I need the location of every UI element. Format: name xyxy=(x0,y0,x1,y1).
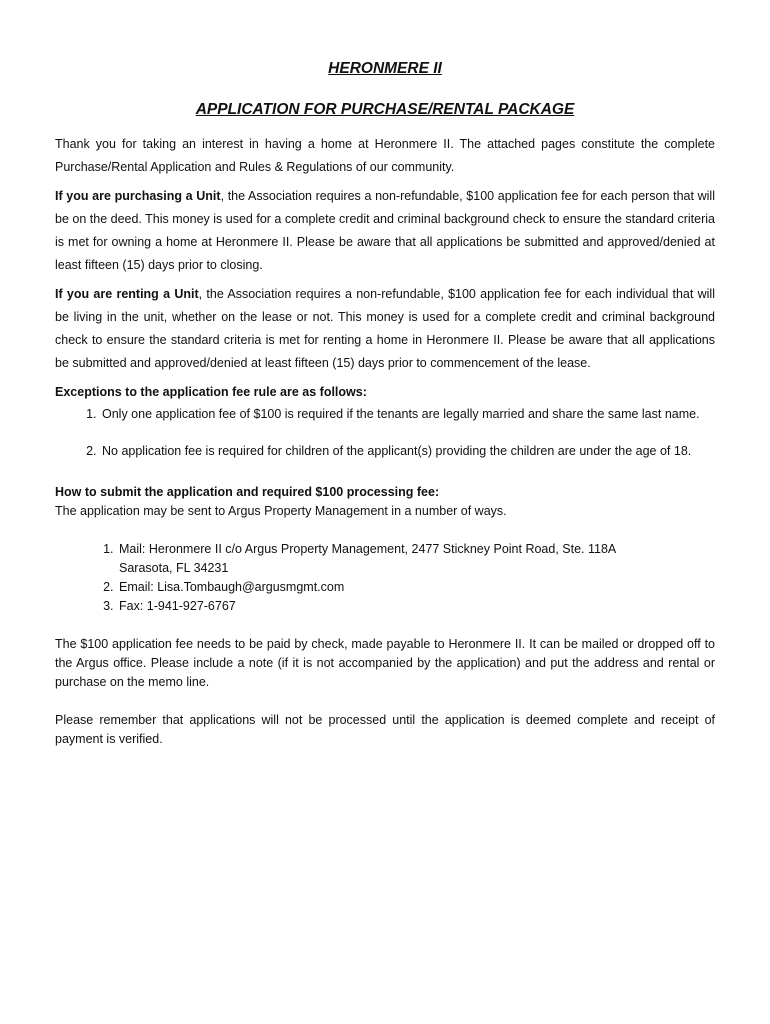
list-item xyxy=(117,597,715,616)
exceptions-heading: Exceptions to the application fee rule are as follows: xyxy=(55,385,367,399)
submit-heading: How to submit the application and required $100 processing fee: xyxy=(55,485,440,499)
renting-text: , the Association requires a non-refundable, $100 application fee for each individual that will be living in the unit, whether on the lease or not. This money is used for a complete credit and criminal background check to ensure the standard criteria is met for renting a home in Heronmere II. Please be aware that all applications be submitted and approved/denied at least fifteen (15) days prior to commencement of the lease. xyxy=(55,287,715,370)
exceptions-list xyxy=(55,405,715,461)
purchasing-text: , the Association requires a non-refundable, $100 application fee for each person that will be on the deed. This money is used for a complete credit and criminal background check to ensure the standard criteria is met for owning a home at Heronmere II. Please be aware that all applications be submitted and approved/denied at least fifteen (15) days prior to closing. xyxy=(55,189,715,272)
purchasing-paragraph xyxy=(55,185,715,277)
document-subtitle: APPLICATION FOR PURCHASE/RENTAL PACKAGE xyxy=(195,101,575,118)
document-page xyxy=(55,58,715,755)
mail-line: Mail: Heronmere II c/o Argus Property Management, 2477 Stickney Point Road, Ste. 118A xyxy=(119,542,617,556)
list-item xyxy=(117,540,715,578)
payment-paragraph: The $100 application fee needs to be paid by check, made payable to Heronmere II. It can be mailed or dropped off to the Argus office. Please include a note (if it is not accompanied by the application) and put the address and rental or purchase on the memo line. xyxy=(55,637,715,689)
email-line: Email: Lisa.Tombaugh@argusmgmt.com xyxy=(119,580,345,594)
intro-paragraph: Thank you for taking an interest in having a home at Heronmere II. The attached pages constitute the complete Purchase/Rental Application and Rules & Regulations of our community. xyxy=(55,137,715,174)
list-item: 1. Only one application fee of $100 is required if the tenants are legally married and share the same last name. xyxy=(100,405,715,424)
list-item: 2. No application fee is required for children of the applicant(s) providing the children are under the age of 18. xyxy=(100,442,715,461)
reminder-paragraph: Please remember that applications will not be processed until the application is deemed complete and receipt of payment is verified. xyxy=(55,713,715,746)
renting-lead: If you are renting a Unit xyxy=(55,287,199,301)
submit-text: The application may be sent to Argus Property Management in a number of ways. xyxy=(55,504,507,518)
list-item xyxy=(117,578,715,597)
submit-ways-list xyxy=(55,540,715,616)
submit-section xyxy=(55,483,715,616)
mail-city-line: Sarasota, FL 34231 xyxy=(119,561,229,575)
fax-line: Fax: 1-941-927-6767 xyxy=(119,599,236,613)
renting-paragraph xyxy=(55,283,715,375)
purchasing-lead: If you are purchasing a Unit xyxy=(55,189,221,203)
document-title: HERONMERE II xyxy=(328,60,442,77)
